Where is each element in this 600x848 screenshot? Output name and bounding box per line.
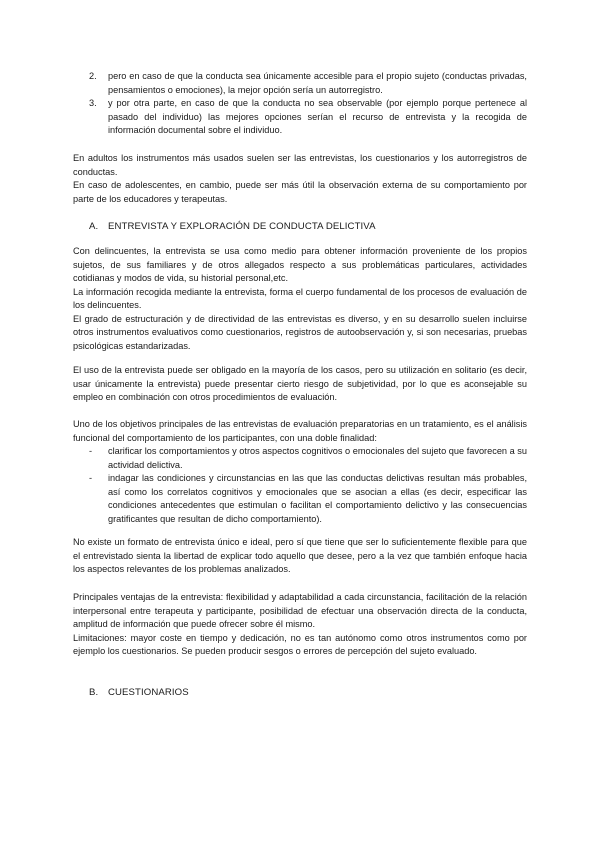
objetivos-paragraph: [73, 418, 527, 445]
section-b-heading: [89, 686, 189, 700]
section-title: ENTREVISTA Y EXPLORACIÓN DE CONDUCTA DELICTIVA: [108, 221, 376, 232]
entrevista-paragraph: [73, 245, 527, 353]
paragraph-text: El grado de estructuración y de directividad de las entrevistas es diverso, y en su desarrollo suelen incluirse otros instrumentos evaluativos como cuestionarios, registros de autoobservación y, si son necesarias, pruebas psicológicas estandarizadas.: [73, 313, 527, 351]
section-letter: A.: [89, 221, 99, 232]
item-text: pero en caso de que la conducta sea únicamente accesible para el propio sujeto (conductas privadas, pensamientos o emociones), la mejor opción sería un autorregistro.: [108, 71, 527, 95]
section-title: CUESTIONARIOS: [108, 687, 189, 698]
dash-item: [89, 445, 527, 472]
adolescentes-text: En caso de adolescentes, en cambio, puede ser más útil la observación externa de su comportamiento por parte de los educadores y terapeutas.: [73, 180, 527, 204]
ventajas-text: Principales ventajas de la entrevista: flexibilidad y adaptabilidad a cada circunstancia, facilitación de la relación interpersonal entre terapeuta y participante, posibilidad de efectuar una observación directa de la conducta, amplitud de información que puede ofrecer sobre él mismo.: [73, 592, 527, 629]
ventajas-paragraph: [73, 591, 527, 659]
paragraph-text: El uso de la entrevista puede ser obligado en la mayoría de los casos, pero su utilización en solitario (es decir, usar únicamente la entrevista) puede presentar cierto riesgo de subjetividad, por lo que es aconsejable su empleo en combinación con otros procedimientos de evaluación.: [73, 365, 527, 402]
paragraph-text: Con delincuentes, la entrevista se usa como medio para obtener información proveniente de los propios sujetos, de sus familiares y de otros allegados respecto a sus problemáticas particulares, actividades cotidianas y modos de vida, su historial personal,etc.: [73, 246, 527, 283]
paragraph-text: La información recogida mediante la entrevista, forma el cuerpo fundamental de los procesos de evaluación de los delincuentes.: [73, 286, 527, 310]
paragraph-text: Uno de los objetivos principales de las entrevistas de evaluación preparatorias en un tratamiento, es el análisis funcional del comportamiento de los participantes, con una doble finalidad:: [73, 419, 527, 443]
item-text: clarificar los comportamientos y otros aspectos cognitivos o emocionales del sujeto que favorecen a su actividad delictiva.: [108, 446, 527, 470]
numbered-list: [89, 70, 527, 138]
dash-marker: -: [89, 473, 93, 483]
paragraph-text: No existe un formato de entrevista único e ideal, pero sí que tiene que ser lo suficientemente flexible para que el entrevistado sienta la libertad de explicar todo aquello que desee, pero a la vez que también enfoque hacia los aspectos relevantes de los problemas analizados.: [73, 537, 527, 574]
item-text: indagar las condiciones y circunstancias en las que las conductas delictivas resultan más probables, así como los correlatos cognitivos y emocionales que se asocian a ellas (es decir, especificar las condiciones antecedentes que estimulan o facilitan el comportamiento delictivo y las consecuencias gratificantes que resultan de dicho comportamiento).: [108, 473, 527, 524]
section-letter: B.: [89, 687, 99, 698]
intro-paragraph: [73, 152, 527, 206]
uso-paragraph: [73, 364, 527, 405]
limitaciones-text: Limitaciones: mayor coste en tiempo y dedicación, no es tan autónomo como otros instrumentos como por ejemplo los cuestionarios. Se pueden producir sesgos o errores de percepción del sujeto evaluado.: [73, 632, 527, 656]
item-number: 3.: [89, 98, 97, 108]
numbered-item: [89, 97, 527, 138]
dash-item: [89, 472, 527, 526]
adultos-text: En adultos los instrumentos más usados suelen ser las entrevistas, los cuestionarios y los autorregistros de conductas.: [73, 153, 527, 177]
dash-list: [89, 445, 527, 526]
item-number: 2.: [89, 71, 97, 81]
dash-marker: -: [89, 446, 93, 456]
numbered-item: [89, 70, 527, 97]
formato-paragraph: [73, 536, 527, 577]
item-text: y por otra parte, en caso de que la conducta no sea observable (por ejemplo porque pertenece al pasado del individuo) las mejores opciones serían el recurso de entrevista y la recogida de información documental sobre el individuo.: [108, 98, 527, 135]
section-a-heading: [89, 220, 376, 234]
